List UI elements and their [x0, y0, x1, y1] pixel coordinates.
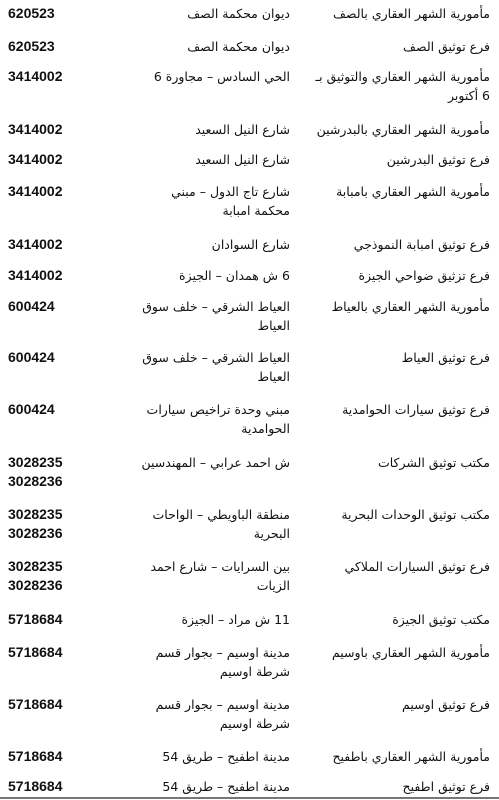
office-phone-cell: 3028235 3028236 — [8, 454, 63, 489]
office-address-cell: شارع النيل السعيد — [195, 122, 290, 137]
office-name-cell: فرع توثيق البدرشين — [386, 152, 490, 167]
office-address-cell: 11 ش مراد – الجيزة — [181, 612, 290, 627]
office-phone-cell: 5718684 — [8, 748, 63, 764]
office-phone-cell: 3414002 — [8, 68, 63, 84]
table-row — [0, 297, 499, 348]
office-phone-cell: 3028235 3028236 — [8, 506, 63, 541]
office-phone-cell: 600424 — [8, 401, 55, 417]
office-phone-cell: 5718684 — [8, 778, 63, 794]
office-name-cell: مكتب توثيق الجيزة — [392, 612, 490, 627]
office-address-cell: شارع النيل السعيد — [195, 152, 290, 167]
office-phone-cell: 3414002 — [8, 267, 63, 283]
table-row — [0, 67, 499, 120]
table-row — [0, 557, 499, 610]
table-row — [0, 235, 499, 266]
table-row — [0, 37, 499, 67]
office-name-cell: فرع توثيق العياط — [401, 350, 490, 365]
office-phone-cell: 5718684 — [8, 611, 63, 627]
office-address-cell: ش احمد عرابي – المهندسين — [141, 455, 290, 470]
office-phone-cell: 5718684 — [8, 644, 63, 660]
office-name-cell: فرع توثيق اوسيم — [402, 697, 490, 712]
office-phone-cell: 600424 — [8, 298, 55, 314]
office-phone-cell: 620523 — [8, 5, 55, 21]
table-row — [0, 453, 499, 505]
office-name-cell: فرع توثيق السيارات الملاكي — [344, 559, 490, 574]
office-name-cell: فرع توثيق اطفيح — [402, 779, 490, 794]
office-phone-cell: 3414002 — [8, 236, 63, 252]
table-row — [0, 695, 499, 747]
office-name-cell: مكتب توثيق الشركات — [377, 455, 490, 470]
office-address-cell: مدينة اطفيح – طريق 54 — [162, 779, 290, 794]
office-address-cell: 6 ش همدان – الجيزة — [179, 268, 290, 283]
table-row — [0, 643, 499, 695]
office-address-cell: العياط الشرقي – خلف سوق العياط — [142, 350, 290, 384]
office-address-cell: مدينة اوسيم – بجوار قسم شرطة اوسيم — [155, 645, 290, 679]
office-phone-cell: 5718684 — [8, 696, 63, 712]
bottom-divider — [0, 797, 499, 799]
office-phone-cell: 600424 — [8, 349, 55, 365]
table-row — [0, 505, 499, 557]
table-row — [0, 4, 499, 37]
table-row — [0, 348, 499, 400]
table-row — [0, 747, 499, 777]
office-phone-cell: 620523 — [8, 38, 55, 54]
table-row — [0, 266, 499, 297]
office-phone-cell: 3414002 — [8, 151, 63, 167]
office-name-cell: مكتب توثيق الوحدات البحرية — [341, 507, 490, 522]
office-address-cell: منطقة الباويطي – الواحات البحرية — [152, 507, 290, 541]
table-row — [0, 182, 499, 235]
office-address-cell: العياط الشرقي – خلف سوق العياط — [142, 299, 290, 333]
office-address-cell: ديوان محكمة الصف — [187, 39, 290, 54]
office-name-cell: مأمورية الشهر العقاري بالصف — [332, 6, 490, 21]
office-phone-cell: 3414002 — [8, 183, 63, 199]
office-name-cell: فرع تزثيق ضواحي الجيزة — [358, 268, 490, 283]
office-name-cell: مأمورية الشهر العقاري باوسيم — [331, 645, 490, 660]
office-address-cell: ديوان محكمة الصف — [187, 6, 290, 21]
table-row — [0, 120, 499, 150]
office-address-cell: شارع السوادان — [211, 237, 290, 252]
table-row — [0, 610, 499, 643]
office-phone-cell: 3028235 3028236 — [8, 558, 63, 593]
office-name-cell: مأمورية الشهر العقاري بالعياط — [331, 299, 490, 314]
office-name-cell: فرع توثيق امبابة النموذجي — [353, 237, 490, 252]
office-name-cell: مأمورية الشهر العقاري باطفيح — [332, 749, 490, 764]
office-name-cell: فرع توثيق الصف — [403, 39, 490, 54]
office-address-cell: بين السرايات – شارع احمد الزيات — [150, 559, 290, 593]
office-name-cell: مأمورية الشهر العقاري بالبدرشين — [316, 122, 490, 137]
office-name-cell: مأمورية الشهر العقاري والتوثيق بـ 6 أكتوبر — [315, 69, 490, 103]
office-address-cell: مدينة اطفيح – طريق 54 — [162, 749, 290, 764]
office-name-cell: مأمورية الشهر العقاري بامبابة — [336, 184, 490, 199]
office-address-cell: مبني وحدة تراخيص سيارات الحوامدية — [146, 402, 290, 436]
office-name-cell: فرع توثيق سيارات الحوامدية — [342, 402, 490, 417]
office-address-cell: الحي السادس – مجاورة 6 — [153, 69, 290, 84]
office-address-cell: شارع تاج الدول – مبني محكمة امبابة — [171, 184, 290, 218]
table-row — [0, 400, 499, 453]
office-address-cell: مدينة اوسيم – بجوار قسم شرطة اوسيم — [155, 697, 290, 731]
table-row — [0, 150, 499, 182]
office-phone-cell: 3414002 — [8, 121, 63, 137]
